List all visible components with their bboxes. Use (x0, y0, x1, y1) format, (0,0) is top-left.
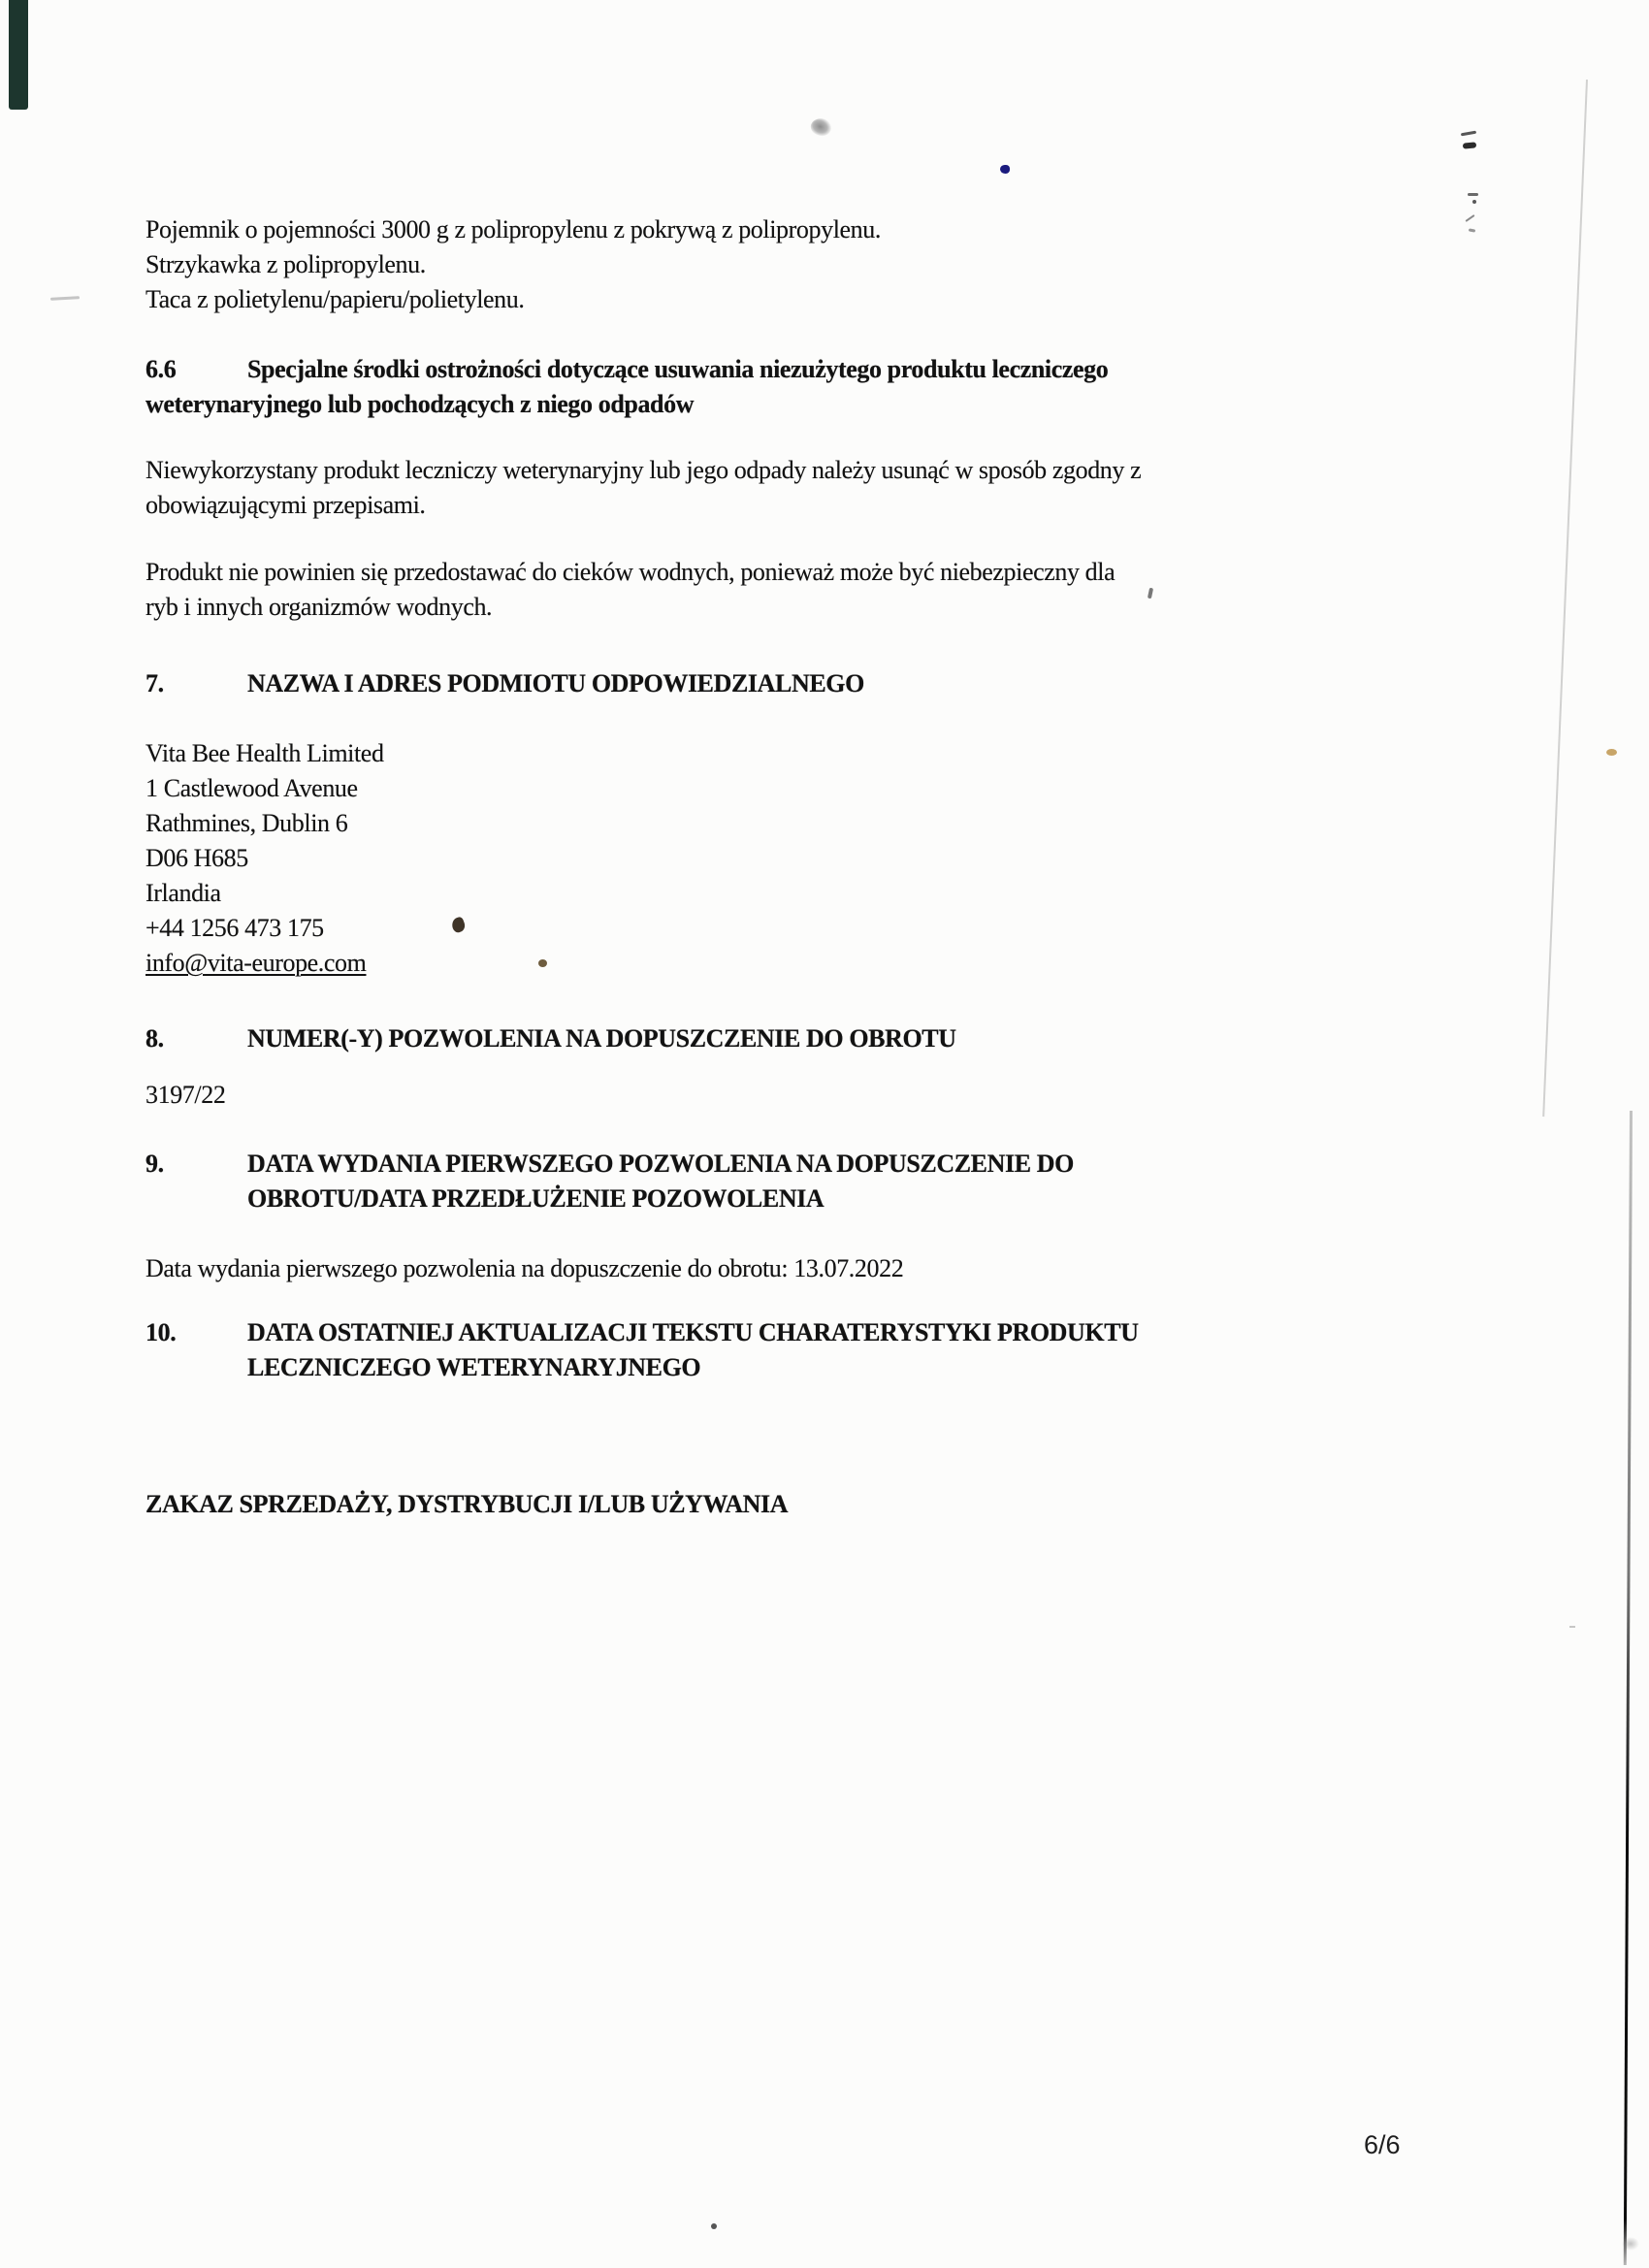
prohibition-heading-text: ZAKAZ SPRZEDAŻY, DYSTRYBUCJI I/LUB UŻYWANIA (146, 1490, 789, 1518)
first-authorisation-date-paragraph (146, 1251, 903, 1286)
scanner-edge-line-lower (1624, 1111, 1633, 2265)
dot-speck-artifact (711, 2223, 717, 2229)
faint-dash-artifact (50, 296, 80, 301)
section-9-number: 9. (146, 1150, 164, 1178)
pen-mark-artifact (1463, 142, 1477, 148)
section-9-heading-line-2: OBROTU/DATA PRZEDŁUŻENIE POZOWOLENIA (247, 1184, 824, 1213)
disposal-paragraph-line: obowiązującymi przepisami. (146, 491, 426, 519)
blue-ink-speck (1000, 165, 1010, 174)
pen-mark-artifact (1465, 214, 1474, 222)
section-10-heading-line-1: DATA OSTATNIEJ AKTUALIZACJI TEKSTU CHARATERYSTYKI PRODUKTU (247, 1318, 1139, 1346)
packaging-line: Pojemnik o pojemności 3000 g z polipropylenu z pokrywą z polipropylenu. (146, 215, 881, 243)
address-line-phone: +44 1256 473 175 (146, 914, 324, 942)
authorisation-number (146, 1078, 225, 1113)
marketing-authorisation-holder-address (146, 736, 384, 981)
scanner-edge-line-upper (1542, 80, 1588, 1117)
scanner-edge-bar (9, 0, 28, 110)
section-6-6-heading-line-2: weterynaryjnego lub pochodzących z niego odpadów (146, 390, 695, 418)
section-9-heading (146, 1147, 1074, 1216)
water-hazard-paragraph-line: Produkt nie powinien się przedostawać do cieków wodnych, ponieważ może być niebezpieczny dla (146, 558, 1116, 586)
section-6-6-heading-line-1: Specjalne środki ostrożności dotyczące usuwania niezużytego produktu leczniczego (247, 355, 1109, 383)
address-line-postcode: D06 H685 (146, 844, 248, 872)
authorisation-number-value: 3197/22 (146, 1081, 226, 1109)
address-line-street: 1 Castlewood Avenue (146, 774, 358, 802)
edge-tick-artifact (1569, 1626, 1575, 1628)
tan-speck-artifact (1606, 749, 1617, 756)
pen-mark-artifact (1461, 131, 1476, 137)
section-7-number: 7. (146, 669, 164, 697)
section-6-6-heading (146, 352, 1108, 422)
pen-mark-artifact (1472, 200, 1476, 204)
packaging-line: Taca z polietylenu/papieru/polietylenu. (146, 285, 525, 313)
section-10-heading-line-2: LECZNICZEGO WETERYNARYJNEGO (247, 1353, 701, 1381)
disposal-paragraph-line: Niewykorzystany produkt leczniczy weterynaryjny lub jego odpady należy usunąć w sposób zgodny z (146, 456, 1142, 484)
stray-apostrophe-artifact (1148, 588, 1153, 599)
prohibition-heading (146, 1487, 788, 1522)
water-hazard-paragraph (146, 555, 1115, 625)
disposal-paragraph (146, 453, 1141, 523)
address-line-city: Rathmines, Dublin 6 (146, 809, 348, 837)
brown-speck-artifact (450, 916, 467, 934)
bottom-smudge-artifact (1622, 2237, 1639, 2251)
page-number: 6/6 (1364, 2130, 1401, 2159)
pen-mark-artifact (1469, 228, 1475, 232)
pen-mark-artifact (1468, 193, 1478, 196)
email-link: info@vita-europe.com (146, 949, 367, 977)
section-8-heading (146, 1021, 956, 1056)
first-authorisation-date-text: Data wydania pierwszego pozwolenia na dopuszczenie do obrotu: 13.07.2022 (146, 1254, 904, 1282)
brown-speck-artifact (538, 959, 547, 967)
packaging-description (146, 212, 881, 317)
section-7-heading (146, 666, 864, 701)
section-10-number: 10. (146, 1318, 177, 1346)
section-8-heading-text: NUMER(-Y) POZWOLENIA NA DOPUSZCZENIE DO OBROTU (247, 1024, 956, 1053)
address-line-country: Irlandia (146, 879, 221, 907)
water-hazard-paragraph-line: ryb i innych organizmów wodnych. (146, 593, 493, 621)
gray-smudge-artifact (808, 115, 834, 140)
section-9-heading-line-1: DATA WYDANIA PIERWSZEGO POZWOLENIA NA DOPUSZCZENIE DO (247, 1150, 1074, 1178)
section-7-heading-text: NAZWA I ADRES PODMIOTU ODPOWIEDZIALNEGO (247, 669, 864, 697)
packaging-line: Strzykawka z polipropylenu. (146, 250, 426, 278)
section-8-number: 8. (146, 1024, 164, 1053)
address-line-company: Vita Bee Health Limited (146, 739, 384, 767)
section-6-6-number: 6.6 (146, 355, 177, 383)
section-10-heading (146, 1315, 1139, 1385)
